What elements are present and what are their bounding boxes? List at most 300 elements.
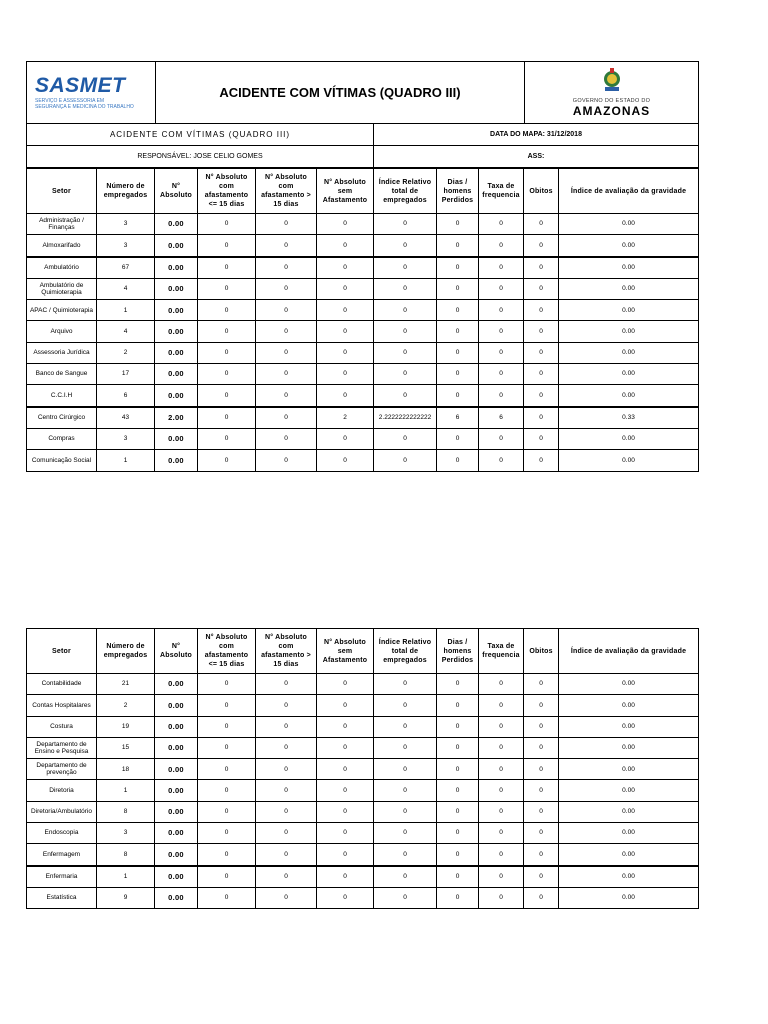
column-header-afast-gt15: N° Absoluto com afastamento > 15 dias <box>256 629 317 674</box>
cell-empregados: 1 <box>97 866 155 888</box>
table-row <box>27 780 699 801</box>
cell-indice-relativo: 0 <box>374 278 437 299</box>
cell-afast-le15: 0 <box>198 844 256 866</box>
cell-absoluto: 0.00 <box>155 823 198 844</box>
column-header-indice-gravidade: Índice de avaliação da gravidade <box>559 629 699 674</box>
cell-dias-perdidos: 0 <box>437 300 479 321</box>
table-row <box>27 801 699 822</box>
cell-dias-perdidos: 0 <box>437 866 479 888</box>
cell-sem-afast: 0 <box>317 321 374 342</box>
cell-obitos: 0 <box>524 780 559 801</box>
cell-indice-relativo: 0 <box>374 887 437 908</box>
cell-empregados: 1 <box>97 300 155 321</box>
cell-indice-gravidade: 0.00 <box>559 801 699 822</box>
gov-small-text: GOVERNO DO ESTADO DO <box>572 98 651 104</box>
cell-setor: Diretoria <box>27 780 97 801</box>
table-row <box>27 887 699 908</box>
cell-taxa-frequencia: 0 <box>479 716 524 737</box>
cell-empregados: 67 <box>97 257 155 279</box>
cell-indice-relativo: 0 <box>374 823 437 844</box>
cell-setor: Ambulatório <box>27 257 97 279</box>
cell-setor: Departamento de Ensino e Pesquisa <box>27 737 97 758</box>
cell-afast-gt15: 0 <box>256 737 317 758</box>
cell-absoluto: 0.00 <box>155 780 198 801</box>
cell-empregados: 1 <box>97 450 155 471</box>
cell-dias-perdidos: 0 <box>437 342 479 363</box>
cell-afast-gt15: 0 <box>256 278 317 299</box>
cell-taxa-frequencia: 0 <box>479 737 524 758</box>
cell-sem-afast: 0 <box>317 780 374 801</box>
cell-afast-le15: 0 <box>198 737 256 758</box>
cell-setor: Enfermaria <box>27 866 97 888</box>
report-header-table <box>26 61 699 168</box>
column-header-obitos: Obitos <box>524 169 559 214</box>
column-header-indice-gravidade: Índice de avaliação da gravidade <box>559 169 699 214</box>
cell-indice-gravidade: 0.00 <box>559 759 699 780</box>
cell-taxa-frequencia: 0 <box>479 300 524 321</box>
cell-absoluto: 0.00 <box>155 342 198 363</box>
cell-obitos: 0 <box>524 887 559 908</box>
cell-indice-relativo: 0 <box>374 321 437 342</box>
cell-afast-gt15: 0 <box>256 780 317 801</box>
cell-indice-relativo: 0 <box>374 844 437 866</box>
column-header-indice-relativo: Índice Relativo total de empregados <box>374 629 437 674</box>
cell-obitos: 0 <box>524 695 559 716</box>
cell-indice-gravidade: 0.00 <box>559 257 699 279</box>
cell-setor: Banco de Sangue <box>27 364 97 385</box>
cell-absoluto: 0.00 <box>155 364 198 385</box>
cell-afast-le15: 0 <box>198 716 256 737</box>
cell-dias-perdidos: 0 <box>437 214 479 235</box>
cell-dias-perdidos: 0 <box>437 887 479 908</box>
cell-taxa-frequencia: 0 <box>479 321 524 342</box>
cell-afast-gt15: 0 <box>256 887 317 908</box>
cell-afast-le15: 0 <box>198 695 256 716</box>
column-header-afast-le15: N° Absoluto com afastamento <= 15 dias <box>198 169 256 214</box>
cell-indice-gravidade: 0.00 <box>559 674 699 695</box>
cell-indice-relativo: 0 <box>374 364 437 385</box>
column-header-obitos: Obitos <box>524 629 559 674</box>
cell-indice-relativo: 0 <box>374 428 437 449</box>
cell-setor: Arquivo <box>27 321 97 342</box>
cell-empregados: 3 <box>97 823 155 844</box>
cell-indice-relativo: 0 <box>374 737 437 758</box>
cell-indice-relativo: 0 <box>374 866 437 888</box>
cell-empregados: 3 <box>97 428 155 449</box>
column-header-afast-le15: N° Absoluto com afastamento <= 15 dias <box>198 629 256 674</box>
table-row <box>27 428 699 449</box>
cell-afast-le15: 0 <box>198 300 256 321</box>
cell-sem-afast: 0 <box>317 759 374 780</box>
cell-indice-gravidade: 0.00 <box>559 321 699 342</box>
cell-sem-afast: 0 <box>317 428 374 449</box>
cell-empregados: 18 <box>97 759 155 780</box>
cell-afast-le15: 0 <box>198 674 256 695</box>
cell-indice-gravidade: 0.00 <box>559 450 699 471</box>
cell-empregados: 1 <box>97 780 155 801</box>
cell-setor: Endoscopia <box>27 823 97 844</box>
column-header-empregados: Número de empregados <box>97 629 155 674</box>
cell-empregados: 3 <box>97 214 155 235</box>
cell-afast-gt15: 0 <box>256 866 317 888</box>
cell-absoluto: 0.00 <box>155 844 198 866</box>
report-title: ACIDENTE COM VÍTIMAS (QUADRO III) <box>156 62 525 124</box>
table-row <box>27 716 699 737</box>
cell-dias-perdidos: 0 <box>437 759 479 780</box>
cell-afast-le15: 0 <box>198 823 256 844</box>
cell-indice-relativo: 0 <box>374 716 437 737</box>
cell-afast-le15: 0 <box>198 321 256 342</box>
cell-afast-gt15: 0 <box>256 214 317 235</box>
cell-afast-gt15: 0 <box>256 257 317 279</box>
cell-absoluto: 0.00 <box>155 866 198 888</box>
column-header-dias-perdidos: Dias / homens Perdidos <box>437 629 479 674</box>
cell-absoluto: 0.00 <box>155 801 198 822</box>
cell-sem-afast: 0 <box>317 737 374 758</box>
cell-taxa-frequencia: 0 <box>479 364 524 385</box>
cell-absoluto: 0.00 <box>155 737 198 758</box>
accidents-table-1 <box>26 168 699 472</box>
cell-taxa-frequencia: 6 <box>479 407 524 429</box>
cell-afast-gt15: 0 <box>256 321 317 342</box>
cell-afast-gt15: 0 <box>256 759 317 780</box>
cell-setor: Almoxarifado <box>27 235 97 257</box>
table-row <box>27 385 699 407</box>
column-header-setor: Setor <box>27 629 97 674</box>
cell-afast-le15: 0 <box>198 235 256 257</box>
column-header-empregados: Número de empregados <box>97 169 155 214</box>
cell-afast-le15: 0 <box>198 364 256 385</box>
cell-empregados: 21 <box>97 674 155 695</box>
cell-empregados: 3 <box>97 235 155 257</box>
gov-big-text: AMAZONAS <box>572 104 651 118</box>
logo-text: SASMET <box>35 74 126 97</box>
cell-empregados: 6 <box>97 385 155 407</box>
cell-setor: Enfermagem <box>27 844 97 866</box>
cell-absoluto: 0.00 <box>155 695 198 716</box>
cell-afast-le15: 0 <box>198 780 256 801</box>
cell-empregados: 17 <box>97 364 155 385</box>
cell-dias-perdidos: 0 <box>437 450 479 471</box>
column-header-absoluto: N° Absoluto <box>155 169 198 214</box>
cell-obitos: 0 <box>524 450 559 471</box>
cell-afast-le15: 0 <box>198 257 256 279</box>
cell-indice-gravidade: 0.00 <box>559 364 699 385</box>
cell-indice-relativo: 2.2222222222222 <box>374 407 437 429</box>
cell-afast-gt15: 0 <box>256 674 317 695</box>
cell-absoluto: 0.00 <box>155 428 198 449</box>
cell-obitos: 0 <box>524 759 559 780</box>
column-header-sem-afast: N° Absoluto sem Afastamento <box>317 169 374 214</box>
cell-dias-perdidos: 0 <box>437 674 479 695</box>
cell-obitos: 0 <box>524 801 559 822</box>
cell-empregados: 15 <box>97 737 155 758</box>
cell-dias-perdidos: 0 <box>437 801 479 822</box>
column-header-row <box>27 629 699 674</box>
cell-empregados: 9 <box>97 887 155 908</box>
cell-indice-relativo: 0 <box>374 695 437 716</box>
accidents-table-2 <box>26 628 699 909</box>
cell-indice-relativo: 0 <box>374 257 437 279</box>
cell-absoluto: 0.00 <box>155 235 198 257</box>
cell-indice-gravidade: 0.00 <box>559 695 699 716</box>
column-header-setor: Setor <box>27 169 97 214</box>
cell-taxa-frequencia: 0 <box>479 257 524 279</box>
cell-indice-relativo: 0 <box>374 674 437 695</box>
cell-indice-gravidade: 0.00 <box>559 428 699 449</box>
cell-setor: C.C.I.H <box>27 385 97 407</box>
cell-setor: Contas Hospitalares <box>27 695 97 716</box>
cell-absoluto: 0.00 <box>155 278 198 299</box>
cell-sem-afast: 0 <box>317 450 374 471</box>
cell-afast-gt15: 0 <box>256 450 317 471</box>
cell-taxa-frequencia: 0 <box>479 342 524 363</box>
cell-sem-afast: 0 <box>317 674 374 695</box>
cell-indice-gravidade: 0.00 <box>559 887 699 908</box>
cell-dias-perdidos: 0 <box>437 695 479 716</box>
cell-sem-afast: 0 <box>317 801 374 822</box>
cell-indice-relativo: 0 <box>374 342 437 363</box>
cell-empregados: 4 <box>97 278 155 299</box>
cell-absoluto: 0.00 <box>155 759 198 780</box>
table-row <box>27 450 699 471</box>
table-row <box>27 737 699 758</box>
cell-sem-afast: 0 <box>317 385 374 407</box>
cell-indice-relativo: 0 <box>374 759 437 780</box>
cell-absoluto: 0.00 <box>155 257 198 279</box>
cell-empregados: 4 <box>97 321 155 342</box>
cell-absoluto: 0.00 <box>155 321 198 342</box>
cell-dias-perdidos: 0 <box>437 428 479 449</box>
cell-taxa-frequencia: 0 <box>479 278 524 299</box>
cell-obitos: 0 <box>524 866 559 888</box>
cell-obitos: 0 <box>524 844 559 866</box>
cell-afast-gt15: 0 <box>256 407 317 429</box>
cell-obitos: 0 <box>524 342 559 363</box>
cell-setor: Contabilidade <box>27 674 97 695</box>
cell-dias-perdidos: 0 <box>437 364 479 385</box>
cell-sem-afast: 0 <box>317 278 374 299</box>
cell-afast-le15: 0 <box>198 759 256 780</box>
cell-dias-perdidos: 0 <box>437 321 479 342</box>
cell-afast-gt15: 0 <box>256 844 317 866</box>
cell-sem-afast: 0 <box>317 716 374 737</box>
cell-sem-afast: 0 <box>317 866 374 888</box>
cell-afast-gt15: 0 <box>256 801 317 822</box>
table-row <box>27 214 699 235</box>
cell-setor: Estatística <box>27 887 97 908</box>
cell-indice-gravidade: 0.00 <box>559 823 699 844</box>
logo-subtitle-1: SERVIÇO E ASSESSORIA EM <box>35 98 105 104</box>
table-row <box>27 759 699 780</box>
cell-setor: Centro Cirúrgico <box>27 407 97 429</box>
cell-sem-afast: 0 <box>317 300 374 321</box>
cell-absoluto: 0.00 <box>155 716 198 737</box>
cell-afast-le15: 0 <box>198 887 256 908</box>
cell-obitos: 0 <box>524 823 559 844</box>
amazonas-logo <box>525 62 699 124</box>
cell-taxa-frequencia: 0 <box>479 801 524 822</box>
cell-obitos: 0 <box>524 407 559 429</box>
cell-setor: Ambulatório de Quimioterapia <box>27 278 97 299</box>
cell-taxa-frequencia: 0 <box>479 780 524 801</box>
cell-taxa-frequencia: 0 <box>479 759 524 780</box>
cell-absoluto: 0.00 <box>155 300 198 321</box>
cell-indice-gravidade: 0.00 <box>559 385 699 407</box>
signature-label: ASS: <box>374 146 699 168</box>
cell-sem-afast: 0 <box>317 364 374 385</box>
table-row <box>27 321 699 342</box>
cell-afast-le15: 0 <box>198 407 256 429</box>
cell-afast-le15: 0 <box>198 342 256 363</box>
cell-indice-gravidade: 0.00 <box>559 844 699 866</box>
cell-indice-relativo: 0 <box>374 385 437 407</box>
cell-taxa-frequencia: 0 <box>479 235 524 257</box>
cell-indice-gravidade: 0.00 <box>559 214 699 235</box>
table-row <box>27 235 699 257</box>
column-header-absoluto: N° Absoluto <box>155 629 198 674</box>
cell-setor: Assessoria Jurídica <box>27 342 97 363</box>
cell-dias-perdidos: 0 <box>437 278 479 299</box>
cell-indice-relativo: 0 <box>374 214 437 235</box>
cell-indice-relativo: 0 <box>374 235 437 257</box>
sheet-page-2 <box>26 628 698 909</box>
cell-sem-afast: 0 <box>317 257 374 279</box>
sheet-page-1 <box>26 61 698 472</box>
cell-taxa-frequencia: 0 <box>479 887 524 908</box>
column-header-sem-afast: N° Absoluto sem Afastamento <box>317 629 374 674</box>
responsible: RESPONSÁVEL: JOSE CELIO GOMES <box>27 146 374 168</box>
table-row <box>27 342 699 363</box>
cell-taxa-frequencia: 0 <box>479 866 524 888</box>
cell-absoluto: 0.00 <box>155 450 198 471</box>
cell-afast-gt15: 0 <box>256 342 317 363</box>
cell-obitos: 0 <box>524 300 559 321</box>
column-header-dias-perdidos: Dias / homens Perdidos <box>437 169 479 214</box>
cell-afast-le15: 0 <box>198 428 256 449</box>
table-row <box>27 278 699 299</box>
map-date: DATA DO MAPA: 31/12/2018 <box>374 124 699 146</box>
cell-obitos: 0 <box>524 278 559 299</box>
column-header-taxa-frequencia: Taxa de frequencia <box>479 629 524 674</box>
cell-empregados: 19 <box>97 716 155 737</box>
cell-dias-perdidos: 6 <box>437 407 479 429</box>
cell-afast-gt15: 0 <box>256 716 317 737</box>
cell-dias-perdidos: 0 <box>437 737 479 758</box>
cell-sem-afast: 0 <box>317 342 374 363</box>
cell-obitos: 0 <box>524 214 559 235</box>
cell-dias-perdidos: 0 <box>437 844 479 866</box>
table-row <box>27 695 699 716</box>
cell-afast-gt15: 0 <box>256 235 317 257</box>
cell-absoluto: 0.00 <box>155 674 198 695</box>
cell-indice-gravidade: 0.00 <box>559 737 699 758</box>
table-row <box>27 844 699 866</box>
column-header-row <box>27 169 699 214</box>
cell-empregados: 8 <box>97 801 155 822</box>
cell-setor: APAC / Quimioterapia <box>27 300 97 321</box>
cell-indice-relativo: 0 <box>374 300 437 321</box>
cell-indice-gravidade: 0.00 <box>559 300 699 321</box>
column-header-taxa-frequencia: Taxa de frequencia <box>479 169 524 214</box>
cell-setor: Departamento de prevenção <box>27 759 97 780</box>
cell-empregados: 2 <box>97 695 155 716</box>
cell-indice-gravidade: 0.00 <box>559 716 699 737</box>
cell-obitos: 0 <box>524 321 559 342</box>
cell-taxa-frequencia: 0 <box>479 385 524 407</box>
cell-afast-le15: 0 <box>198 450 256 471</box>
cell-sem-afast: 0 <box>317 695 374 716</box>
column-header-indice-relativo: Índice Relativo total de empregados <box>374 169 437 214</box>
cell-dias-perdidos: 0 <box>437 716 479 737</box>
cell-indice-gravidade: 0.00 <box>559 278 699 299</box>
cell-afast-gt15: 0 <box>256 385 317 407</box>
table-row <box>27 674 699 695</box>
cell-empregados: 43 <box>97 407 155 429</box>
cell-indice-gravidade: 0.33 <box>559 407 699 429</box>
cell-taxa-frequencia: 0 <box>479 214 524 235</box>
cell-sem-afast: 0 <box>317 214 374 235</box>
cell-afast-gt15: 0 <box>256 823 317 844</box>
cell-taxa-frequencia: 0 <box>479 844 524 866</box>
table-row <box>27 300 699 321</box>
cell-obitos: 0 <box>524 674 559 695</box>
cell-indice-gravidade: 0.00 <box>559 866 699 888</box>
cell-setor: Costura <box>27 716 97 737</box>
cell-taxa-frequencia: 0 <box>479 823 524 844</box>
cell-absoluto: 0.00 <box>155 887 198 908</box>
cell-setor: Comunicação Social <box>27 450 97 471</box>
cell-sem-afast: 0 <box>317 823 374 844</box>
cell-indice-gravidade: 0.00 <box>559 342 699 363</box>
cell-taxa-frequencia: 0 <box>479 674 524 695</box>
cell-afast-gt15: 0 <box>256 428 317 449</box>
cell-indice-relativo: 0 <box>374 801 437 822</box>
cell-afast-le15: 0 <box>198 278 256 299</box>
cell-sem-afast: 0 <box>317 844 374 866</box>
cell-afast-le15: 0 <box>198 866 256 888</box>
cell-afast-le15: 0 <box>198 385 256 407</box>
column-header-afast-gt15: N° Absoluto com afastamento > 15 dias <box>256 169 317 214</box>
cell-obitos: 0 <box>524 385 559 407</box>
table-row <box>27 866 699 888</box>
cell-obitos: 0 <box>524 716 559 737</box>
cell-empregados: 8 <box>97 844 155 866</box>
cell-absoluto: 0.00 <box>155 385 198 407</box>
cell-dias-perdidos: 0 <box>437 780 479 801</box>
cell-sem-afast: 0 <box>317 887 374 908</box>
cell-taxa-frequencia: 0 <box>479 428 524 449</box>
cell-obitos: 0 <box>524 364 559 385</box>
coat-of-arms-icon <box>601 67 623 93</box>
cell-absoluto: 2.00 <box>155 407 198 429</box>
cell-sem-afast: 0 <box>317 235 374 257</box>
cell-sem-afast: 2 <box>317 407 374 429</box>
cell-afast-le15: 0 <box>198 801 256 822</box>
cell-obitos: 0 <box>524 235 559 257</box>
table-row <box>27 407 699 429</box>
cell-obitos: 0 <box>524 428 559 449</box>
cell-obitos: 0 <box>524 737 559 758</box>
cell-indice-gravidade: 0.00 <box>559 780 699 801</box>
subtitle: ACIDENTE COM VÍTIMAS (QUADRO III) <box>27 124 374 146</box>
cell-setor: Diretoria/Ambulatório <box>27 801 97 822</box>
logo-subtitle-2: SEGURANÇA E MEDICINA DO TRABALHO <box>35 104 134 110</box>
cell-indice-relativo: 0 <box>374 780 437 801</box>
cell-afast-gt15: 0 <box>256 364 317 385</box>
table-row <box>27 364 699 385</box>
cell-dias-perdidos: 0 <box>437 823 479 844</box>
